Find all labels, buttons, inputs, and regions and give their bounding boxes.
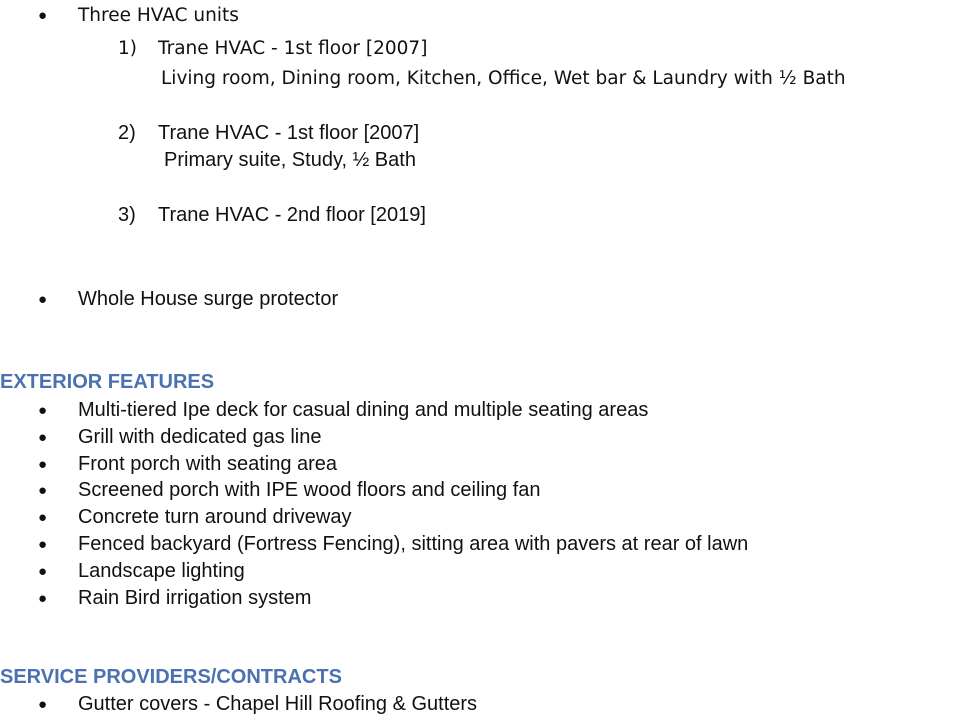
hvac-unit-3-name: Trane HVAC - 2nd floor [2019] bbox=[158, 204, 426, 226]
list-item: Gutter covers - Chapel Hill Roofing & Gutters bbox=[78, 693, 478, 715]
hvac-unit-2-number: 2) bbox=[118, 122, 136, 144]
bullet-icon: ● bbox=[38, 589, 48, 607]
hvac-title: Three HVAC units bbox=[78, 5, 239, 26]
list-item: Screened porch with IPE wood floors and ceiling fan bbox=[78, 479, 541, 502]
surge-protector-item: Whole House surge protector bbox=[78, 288, 339, 310]
list-item: Front porch with seating area bbox=[78, 452, 338, 475]
bullet-icon: ● bbox=[38, 696, 48, 713]
list-item: Landscape lighting bbox=[78, 559, 245, 582]
bullet-icon: ● bbox=[38, 509, 48, 527]
list-item: Fenced backyard (Fortress Fencing), sitting area with pavers at rear of lawn bbox=[78, 533, 749, 555]
hvac-unit-3-number: 3) bbox=[118, 204, 136, 226]
bullet-icon: ● bbox=[38, 455, 48, 473]
list-item: Concrete turn around driveway bbox=[78, 506, 352, 529]
bullet-icon: ● bbox=[38, 7, 48, 24]
bullet-icon: ● bbox=[38, 428, 48, 446]
hvac-unit-1-number: 1) bbox=[118, 38, 137, 59]
list-item: Rain Bird irrigation system bbox=[78, 586, 312, 609]
bullet-icon: ● bbox=[38, 562, 48, 580]
hvac-unit-2-name: Trane HVAC - 1st floor [2007] bbox=[158, 122, 420, 144]
list-item: Grill with dedicated gas line bbox=[78, 425, 322, 448]
hvac-unit-2-rooms: Primary suite, Study, ½ Bath bbox=[164, 149, 416, 171]
hvac-unit-1-name: Trane HVAC - 1st floor [2007] bbox=[158, 38, 428, 59]
list-item: Multi-tiered Ipe deck for casual dining and multiple seating areas bbox=[78, 399, 649, 421]
bullet-icon: ● bbox=[38, 536, 48, 553]
bullet-icon: ● bbox=[38, 291, 48, 308]
bullet-icon: ● bbox=[38, 402, 48, 419]
service-providers-heading: SERVICE PROVIDERS/CONTRACTS bbox=[0, 666, 342, 688]
hvac-unit-1-rooms: Living room, Dining room, Kitchen, Office, Wet bar & Laundry with ½ Bath bbox=[161, 68, 846, 89]
exterior-features-heading: EXTERIOR FEATURES bbox=[0, 371, 215, 393]
bullet-icon: ● bbox=[38, 482, 48, 500]
